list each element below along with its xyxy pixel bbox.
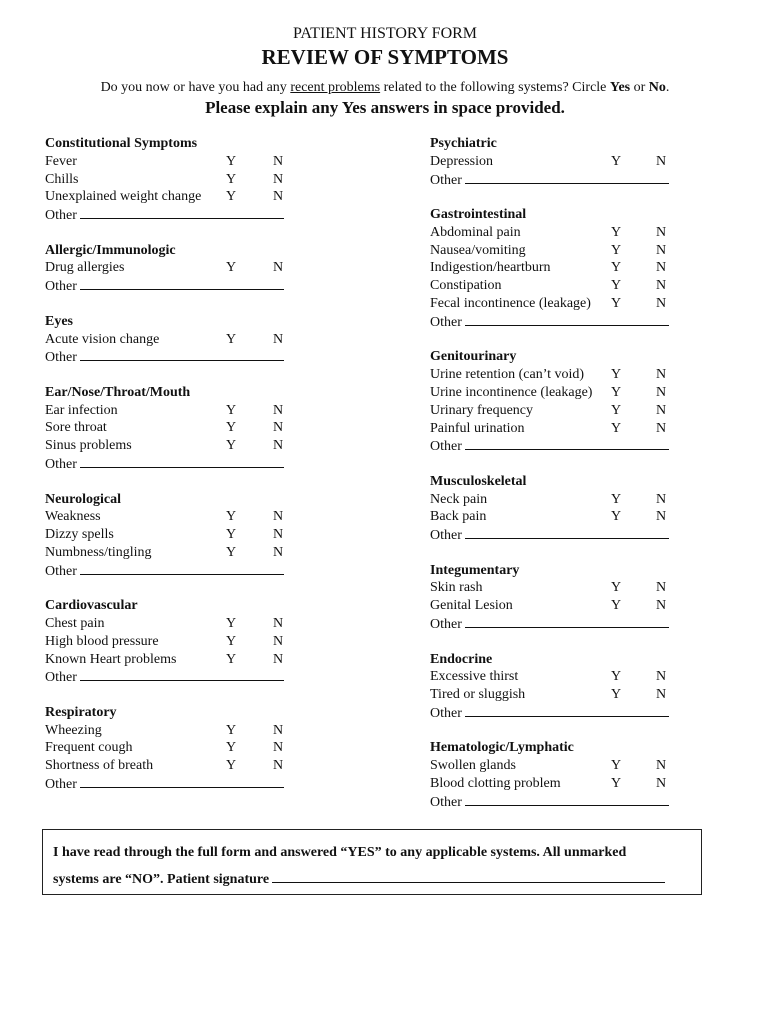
section-endo <box>430 651 690 722</box>
other-input[interactable] <box>80 206 284 219</box>
no-option[interactable]: N <box>656 367 667 383</box>
symptom-row <box>430 153 690 171</box>
symptom-label: Excessive thirst <box>430 669 519 685</box>
other-label: Other <box>430 794 462 810</box>
section-heading: Gastrointestinal <box>430 207 527 223</box>
yes-option[interactable]: Y <box>226 544 237 560</box>
symptom-row <box>430 402 690 420</box>
symptom-row <box>45 739 305 757</box>
other-row <box>430 704 690 722</box>
section-heading: Integumentary <box>430 562 520 578</box>
symptom-row <box>45 437 305 455</box>
other-label: Other <box>45 563 77 579</box>
section-heading: Psychiatric <box>430 136 497 151</box>
attestation-line-1: I have read through the full form and answered “YES” to any applicable systems. All unmarked <box>53 845 627 860</box>
no-option[interactable]: N <box>273 171 284 187</box>
symptom-row <box>430 420 690 438</box>
symptom-label: Dizzy spells <box>45 527 114 543</box>
section-heading: Neurological <box>45 491 121 507</box>
symptom-label: Acute vision change <box>45 331 160 347</box>
symptom-row <box>45 651 305 669</box>
section-gi <box>430 206 690 331</box>
section-heading: Allergic/Immunologic <box>45 242 176 258</box>
symptom-label: Constipation <box>430 278 502 294</box>
yes-option[interactable]: Y <box>611 367 622 383</box>
other-label: Other <box>45 670 77 686</box>
yes-option[interactable]: Y <box>611 153 622 169</box>
symptom-label: Back pain <box>430 509 487 525</box>
symptom-label: Tired or sluggish <box>430 687 526 703</box>
instruction-text <box>0 79 770 97</box>
yes-option[interactable]: Y <box>226 758 237 774</box>
symptom-row <box>45 508 305 526</box>
no-option[interactable]: N <box>656 278 667 294</box>
symptom-label: Urine retention (can’t void) <box>430 367 585 383</box>
yes-option[interactable]: Y <box>611 296 622 312</box>
no-option[interactable]: N <box>273 722 284 738</box>
no-option[interactable]: N <box>656 153 667 169</box>
other-input[interactable] <box>465 171 669 184</box>
yes-option[interactable]: Y <box>226 153 237 169</box>
no-option[interactable]: N <box>273 331 284 347</box>
yes-option[interactable]: Y <box>611 491 622 507</box>
yes-option[interactable]: Y <box>226 402 237 418</box>
symptom-row <box>45 757 305 775</box>
section-eyes <box>45 313 305 366</box>
other-row <box>45 206 305 224</box>
no-option[interactable]: N <box>273 402 284 418</box>
section-heading: Eyes <box>45 313 73 329</box>
yes-option[interactable]: Y <box>611 384 622 400</box>
no-option[interactable]: N <box>656 242 667 258</box>
other-input[interactable] <box>465 526 669 539</box>
no-option[interactable]: N <box>656 509 667 525</box>
yes-option[interactable]: Y <box>611 260 622 276</box>
symptom-row <box>430 668 690 686</box>
other-label: Other <box>45 777 77 793</box>
section-heading: Endocrine <box>430 651 493 667</box>
attestation-line-2 <box>53 866 691 893</box>
yes-option[interactable]: Y <box>226 615 237 631</box>
symptom-row <box>430 384 690 402</box>
symptom-row <box>45 722 305 740</box>
yes-option[interactable]: Y <box>611 580 622 596</box>
attestation-signature-label: systems are “NO”. Patient signature <box>53 872 270 887</box>
yes-option[interactable]: Y <box>611 420 622 436</box>
other-row <box>430 615 690 633</box>
symptom-label: Chest pain <box>45 615 105 631</box>
symptom-label: Ear infection <box>45 402 118 418</box>
symptom-label: Urine incontinence (leakage) <box>430 384 593 400</box>
instruction-no: No <box>648 80 666 95</box>
no-option[interactable]: N <box>273 509 284 525</box>
symptom-row <box>430 757 690 775</box>
yes-option[interactable]: Y <box>611 598 622 614</box>
symptom-label: Sore throat <box>45 420 107 436</box>
section-neuro <box>45 491 305 580</box>
instruction-part: Do you now or have you had any <box>100 80 291 95</box>
other-label: Other <box>430 314 462 330</box>
symptom-row <box>430 366 690 384</box>
section-heading: Genitourinary <box>430 349 517 365</box>
section-heading: Hematologic/Lymphatic <box>430 740 574 756</box>
other-label: Other <box>430 172 462 188</box>
symptom-label: Painful urination <box>430 420 525 436</box>
symptom-row <box>45 402 305 420</box>
yes-option[interactable]: Y <box>226 651 237 667</box>
yes-option[interactable]: Y <box>611 758 622 774</box>
other-label: Other <box>45 457 77 473</box>
symptom-row <box>45 153 305 171</box>
symptom-row <box>45 171 305 189</box>
no-option[interactable]: N <box>656 758 667 774</box>
other-row <box>45 668 305 686</box>
symptom-label: Frequent cough <box>45 740 133 756</box>
attestation-box <box>42 829 702 895</box>
no-option[interactable]: N <box>273 153 284 169</box>
yes-option[interactable]: Y <box>226 633 237 649</box>
form-title: PATIENT HISTORY FORM <box>292 25 478 42</box>
no-option[interactable]: N <box>656 687 667 703</box>
other-input[interactable] <box>80 775 284 788</box>
symptom-label: Unexplained weight change <box>45 189 202 205</box>
symptom-label: Indigestion/heartburn <box>430 260 551 276</box>
yes-option[interactable]: Y <box>226 171 237 187</box>
symptom-label: Abdominal pain <box>430 224 521 240</box>
symptom-label: Chills <box>45 171 79 187</box>
subinstruction-text: Please explain any Yes answers in space provided. <box>205 98 565 117</box>
symptom-row <box>430 491 690 509</box>
section-gu <box>430 348 690 455</box>
symptom-row <box>430 277 690 295</box>
other-input[interactable] <box>465 704 669 717</box>
other-input[interactable] <box>465 793 669 806</box>
yes-option[interactable]: Y <box>226 527 237 543</box>
instruction-recent-problems: recent problems <box>290 80 381 95</box>
symptom-row <box>45 526 305 544</box>
symptom-row <box>430 775 690 793</box>
no-option[interactable]: N <box>656 598 667 614</box>
no-option[interactable]: N <box>656 260 667 276</box>
section-heading: Respiratory <box>45 704 117 720</box>
section-heading: Constitutional Symptoms <box>45 136 198 151</box>
other-row <box>430 793 690 811</box>
no-option[interactable]: N <box>656 776 667 792</box>
other-label: Other <box>430 528 462 544</box>
section-integ <box>430 562 690 633</box>
no-option[interactable]: N <box>273 740 284 756</box>
no-option[interactable]: N <box>273 189 284 205</box>
other-input[interactable] <box>80 455 284 468</box>
other-row <box>430 437 690 455</box>
symptom-row <box>430 508 690 526</box>
yes-option[interactable]: Y <box>226 438 237 454</box>
symptom-label: Nausea/vomiting <box>430 242 526 258</box>
yes-option[interactable]: Y <box>611 242 622 258</box>
symptom-label: Wheezing <box>45 722 102 738</box>
other-row <box>45 277 305 295</box>
symptom-label: Urinary frequency <box>430 402 534 418</box>
other-input[interactable] <box>80 277 284 290</box>
yes-option[interactable]: Y <box>611 278 622 294</box>
section-cardio <box>45 597 305 686</box>
instruction-part: related to the following systems? Circle <box>380 80 610 95</box>
other-input[interactable] <box>465 615 669 628</box>
section-heading: Ear/Nose/Throat/Mouth <box>45 384 191 400</box>
symptom-label: Known Heart problems <box>45 651 177 667</box>
section-heading: Musculoskeletal <box>430 473 527 489</box>
other-row <box>45 562 305 580</box>
section-heme <box>430 739 690 810</box>
yes-option[interactable]: Y <box>226 189 237 205</box>
other-label: Other <box>45 350 77 366</box>
no-option[interactable]: N <box>656 402 667 418</box>
symptom-row <box>430 259 690 277</box>
no-option[interactable]: N <box>273 633 284 649</box>
section-psych <box>430 135 690 188</box>
no-option[interactable]: N <box>656 420 667 436</box>
yes-option[interactable]: Y <box>611 224 622 240</box>
symptom-row <box>45 419 305 437</box>
other-input[interactable] <box>465 437 669 450</box>
other-input[interactable] <box>80 348 284 361</box>
no-option[interactable]: N <box>656 296 667 312</box>
section-ent <box>45 384 305 473</box>
no-option[interactable]: N <box>656 224 667 240</box>
yes-option[interactable]: Y <box>226 260 237 276</box>
no-option[interactable]: N <box>273 420 284 436</box>
yes-option[interactable]: Y <box>226 722 237 738</box>
symptom-label: Swollen glands <box>430 758 516 774</box>
instruction-part: or <box>630 80 649 95</box>
symptom-label: Genital Lesion <box>430 598 513 614</box>
no-option[interactable]: N <box>273 544 284 560</box>
other-row <box>430 171 690 189</box>
yes-option[interactable]: Y <box>226 509 237 525</box>
symptom-row <box>45 615 305 633</box>
other-input[interactable] <box>465 313 669 326</box>
symptom-label: Weakness <box>45 509 101 525</box>
page-title: REVIEW OF SYMPTOMS <box>261 45 509 69</box>
left-column <box>45 135 305 811</box>
other-row <box>45 455 305 473</box>
other-label: Other <box>430 617 462 633</box>
symptom-row <box>430 686 690 704</box>
symptom-row <box>430 295 690 313</box>
no-option[interactable]: N <box>656 491 667 507</box>
symptom-row <box>45 633 305 651</box>
no-option[interactable]: N <box>656 580 667 596</box>
other-label: Other <box>45 279 77 295</box>
other-row <box>430 313 690 331</box>
form-header <box>0 24 770 118</box>
symptom-row <box>45 188 305 206</box>
other-input[interactable] <box>80 668 284 681</box>
no-option[interactable]: N <box>273 527 284 543</box>
symptom-row <box>430 242 690 260</box>
yes-option[interactable]: Y <box>611 687 622 703</box>
symptom-label: Skin rash <box>430 580 483 596</box>
symptom-label: Shortness of breath <box>45 758 154 774</box>
symptom-label: Fever <box>45 153 77 169</box>
symptom-row <box>45 259 305 277</box>
symptom-row <box>430 597 690 615</box>
symptom-label: Blood clotting problem <box>430 776 561 792</box>
symptom-label: Fecal incontinence (leakage) <box>430 296 591 312</box>
symptom-row <box>45 331 305 349</box>
other-label: Other <box>45 208 77 224</box>
yes-option[interactable]: Y <box>226 420 237 436</box>
yes-option[interactable]: Y <box>226 740 237 756</box>
no-option[interactable]: N <box>656 669 667 685</box>
symptom-label: Drug allergies <box>45 260 125 276</box>
no-option[interactable]: N <box>273 260 284 276</box>
no-option[interactable]: N <box>273 651 284 667</box>
section-constitutional <box>45 135 305 224</box>
yes-option[interactable]: Y <box>611 669 622 685</box>
other-label: Other <box>430 439 462 455</box>
section-resp <box>45 704 305 793</box>
no-option[interactable]: N <box>273 438 284 454</box>
other-row <box>45 348 305 366</box>
instruction-part: . <box>665 80 670 95</box>
section-allergic <box>45 242 305 295</box>
yes-option[interactable]: Y <box>226 331 237 347</box>
other-row <box>45 775 305 793</box>
other-row <box>430 526 690 544</box>
symptom-label: Neck pain <box>430 491 488 507</box>
symptom-label: Depression <box>430 153 493 169</box>
no-option[interactable]: N <box>273 758 284 774</box>
section-msk <box>430 473 690 544</box>
no-option[interactable]: N <box>273 615 284 631</box>
no-option[interactable]: N <box>656 384 667 400</box>
symptom-row <box>430 224 690 242</box>
symptom-row <box>430 579 690 597</box>
yes-option[interactable]: Y <box>611 776 622 792</box>
signature-field[interactable] <box>272 868 665 883</box>
section-heading: Cardiovascular <box>45 598 138 614</box>
instruction-yes: Yes <box>609 80 631 95</box>
symptom-label: Numbness/tingling <box>45 544 152 560</box>
other-label: Other <box>430 705 462 721</box>
symptom-label: Sinus problems <box>45 438 132 454</box>
other-input[interactable] <box>80 562 284 575</box>
yes-option[interactable]: Y <box>611 402 622 418</box>
right-column <box>430 135 690 828</box>
symptom-row <box>45 544 305 562</box>
yes-option[interactable]: Y <box>611 509 622 525</box>
symptom-label: High blood pressure <box>45 633 159 649</box>
